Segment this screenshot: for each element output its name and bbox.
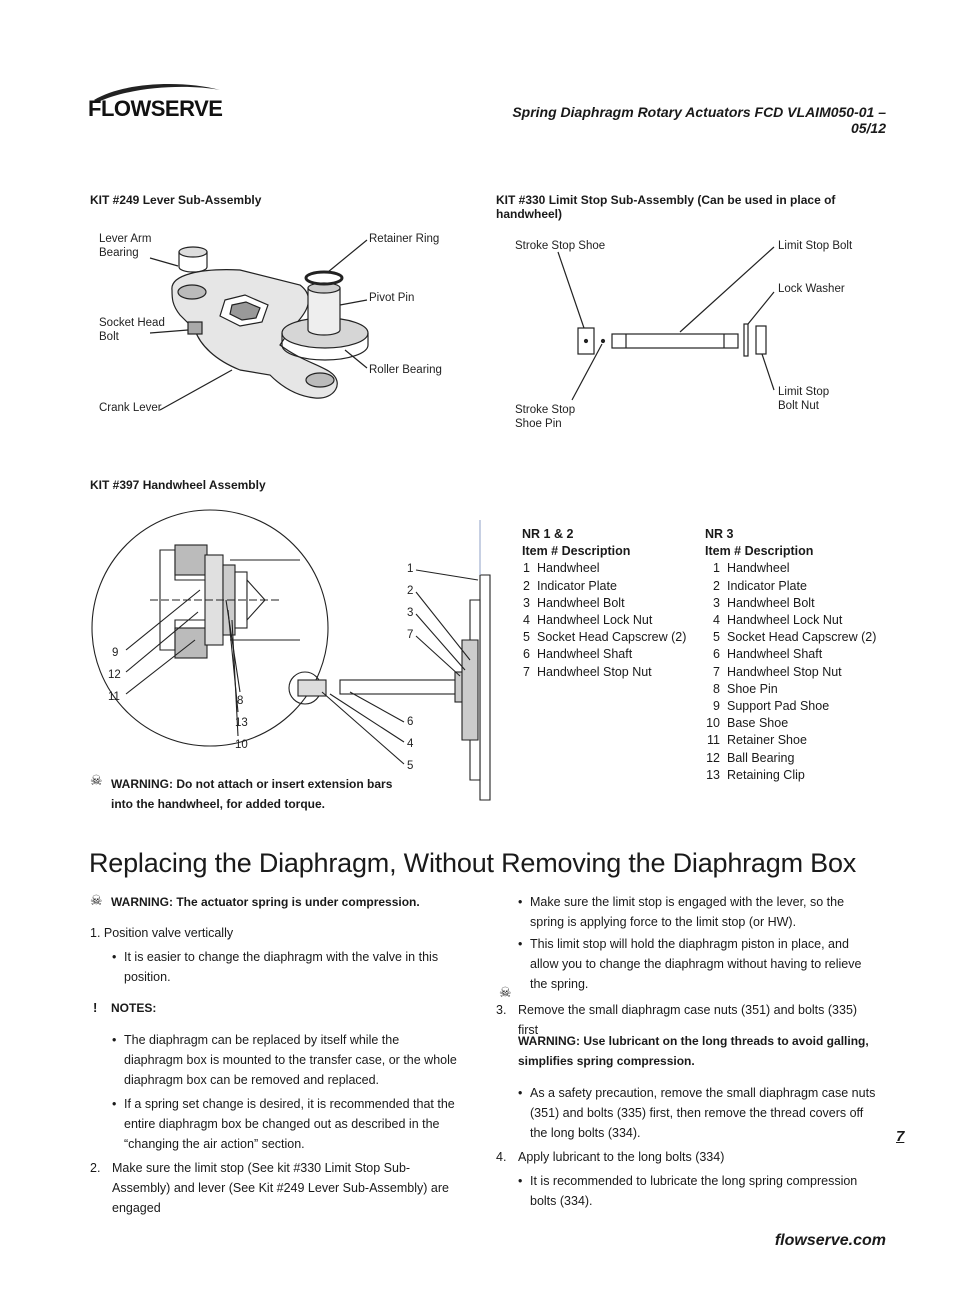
step-2 xyxy=(90,1158,465,1218)
parts-item-number: 7 xyxy=(523,664,530,679)
callout-11: 11 xyxy=(108,691,120,703)
step-3-bullets xyxy=(518,1083,880,1143)
exclamation-icon: ! xyxy=(93,1000,98,1015)
parts-item-description: Indicator Plate xyxy=(537,578,617,593)
callout-12: 12 xyxy=(108,669,121,681)
callout-9: 9 xyxy=(112,647,119,659)
label-lock-washer: Lock Washer xyxy=(778,283,845,295)
callout-13: 13 xyxy=(235,717,248,729)
parts-nr12-col-header: Item # Description xyxy=(522,544,631,559)
step-3-num: 3. xyxy=(496,1003,507,1017)
step-2-bullet: • This limit stop will hold the diaphragm piston in place, and allow you to change the diaphragm without having to relieve the spring. xyxy=(518,934,880,994)
parts-row xyxy=(522,612,686,629)
parts-item-number: 4 xyxy=(523,613,530,628)
handwheel-warning: WARNING: Do not attach or insert extension bars into the handwheel, for added torque. xyxy=(111,777,393,811)
step-2-num: 2. xyxy=(90,1161,101,1175)
parts-item-description: Handwheel Shaft xyxy=(537,647,633,662)
kit397-title: KIT #397 Handwheel Assembly xyxy=(90,478,266,492)
parts-item-number: 2 xyxy=(523,578,530,593)
parts-row xyxy=(705,578,876,595)
step-4-bullet: • It is recommended to lubricate the long spring compression bolts (334). xyxy=(518,1171,880,1211)
step-4-text: Apply lubricant to the long bolts (334) xyxy=(518,1150,725,1164)
label-lever-arm-bearing: Lever Arm Bearing xyxy=(99,233,152,259)
footer-website[interactable]: flowserve.com xyxy=(774,1232,886,1249)
parts-item-description: Handwheel Stop Nut xyxy=(537,664,652,679)
label-stroke-stop-shoe: Stroke Stop Shoe xyxy=(515,240,606,252)
parts-item-number: 3 xyxy=(523,595,530,610)
parts-item-description: Socket Head Capscrew (2) xyxy=(537,630,687,645)
parts-item-number: 10 xyxy=(706,716,720,731)
parts-item-number: 11 xyxy=(707,733,720,748)
callout-3: 3 xyxy=(407,607,414,619)
label-stroke-stop-shoe-pin: Stroke Stop Shoe Pin xyxy=(515,404,576,430)
step-2-bullets xyxy=(518,892,880,994)
parts-item-number: 4 xyxy=(713,613,720,628)
parts-row xyxy=(705,767,876,784)
parts-row xyxy=(522,646,686,663)
parts-item-description: Handwheel Lock Nut xyxy=(537,613,653,628)
parts-row xyxy=(522,664,686,681)
parts-item-description: Handwheel Lock Nut xyxy=(727,613,843,628)
parts-item-number: 8 xyxy=(713,681,720,696)
parts-row xyxy=(522,629,686,646)
parts-nr3-col-header: Item # Description xyxy=(705,544,814,559)
parts-row xyxy=(705,629,876,646)
callout-10: 10 xyxy=(235,739,248,751)
parts-row xyxy=(705,560,876,577)
parts-row xyxy=(705,595,876,612)
callout-8: 8 xyxy=(237,695,244,707)
parts-item-number: 6 xyxy=(713,647,720,662)
parts-item-description: Handwheel xyxy=(727,561,790,576)
parts-item-description: Handwheel Bolt xyxy=(727,595,815,610)
parts-row xyxy=(705,681,876,698)
notes-list xyxy=(112,1030,457,1154)
callout-7: 7 xyxy=(407,629,414,641)
logo-text: FLOWSERVE xyxy=(88,96,223,121)
step-1: 1. Position valve vertically xyxy=(90,926,234,940)
callout-1: 1 xyxy=(407,563,414,575)
parts-item-description: Base Shoe xyxy=(727,716,789,731)
parts-row xyxy=(522,578,686,595)
parts-row xyxy=(705,750,876,767)
parts-item-number: 13 xyxy=(706,767,720,782)
parts-item-number: 1 xyxy=(713,561,720,576)
label-crank-lever: Crank Lever xyxy=(99,402,162,414)
step-1-bullet: • It is easier to change the diaphragm with the valve in this position. xyxy=(112,947,457,987)
label-pivot-pin: Pivot Pin xyxy=(369,292,415,304)
parts-item-number: 3 xyxy=(713,595,720,610)
label-limit-stop-bolt: Limit Stop Bolt xyxy=(778,240,853,252)
parts-row xyxy=(705,664,876,681)
section-title: Replacing the Diaphragm, Without Removing the Diaphragm Box xyxy=(89,848,857,878)
label-socket-head-bolt: Socket Head Bolt xyxy=(99,317,165,343)
parts-nr12-heading: NR 1 & 2 xyxy=(522,527,574,541)
lubricant-warning: WARNING: Use lubricant on the long threads to avoid galling, simplifies spring compression. xyxy=(518,1034,869,1068)
parts-item-description: Handwheel Stop Nut xyxy=(727,664,842,679)
parts-item-number: 7 xyxy=(713,664,720,679)
parts-nr3-heading: NR 3 xyxy=(705,527,734,541)
step-4 xyxy=(496,1147,880,1167)
parts-item-number: 5 xyxy=(713,630,720,645)
notes-label: NOTES: xyxy=(111,1001,157,1015)
skull-icon: ☠ xyxy=(90,772,103,788)
parts-item-description: Ball Bearing xyxy=(727,750,795,765)
parts-item-number: 1 xyxy=(523,561,530,576)
step-3-text: Remove the small diaphragm case nuts (351) and bolts (335) first xyxy=(518,1003,858,1037)
parts-list-nr12 xyxy=(522,526,686,681)
parts-row xyxy=(522,560,686,577)
skull-icon: ☠ xyxy=(90,892,103,908)
parts-list-nr3 xyxy=(705,526,876,784)
parts-item-number: 2 xyxy=(713,578,720,593)
parts-row xyxy=(705,715,876,732)
step-2-text: Make sure the limit stop (See kit #330 Limit Stop Sub-Assembly) and lever (See Kit #249 Lever Sub-Assembly) are engaged xyxy=(112,1161,449,1215)
parts-item-description: Retaining Clip xyxy=(727,767,805,782)
parts-row xyxy=(705,646,876,663)
label-retainer-ring: Retainer Ring xyxy=(369,233,440,245)
callout-2: 2 xyxy=(407,585,414,597)
parts-item-number: 6 xyxy=(523,647,530,662)
parts-row xyxy=(705,732,876,749)
doc-title: Spring Diaphragm Rotary Actuators FCD VLAIM050-01 – 05/12 xyxy=(512,104,886,136)
step-4-num: 4. xyxy=(496,1150,507,1164)
parts-row xyxy=(705,698,876,715)
parts-row xyxy=(705,612,876,629)
note-item: • The diaphragm can be replaced by itself while the diaphragm box is mounted to the transfer case, or the whole diaphragm box can be removed and replaced. xyxy=(112,1030,457,1090)
callout-5: 5 xyxy=(407,760,414,772)
skull-icon: ☠ xyxy=(499,984,512,1000)
step-3-bullet: • As a safety precaution, remove the small diaphragm case nuts (351) and bolts (335) first, then remove the thread covers off the long bolts (334). xyxy=(518,1083,880,1143)
step-2-bullet: • Make sure the limit stop is engaged with the lever, so the spring is applying force to the limit stop (or HW). xyxy=(518,892,880,932)
spring-warning: WARNING: The actuator spring is under compression. xyxy=(111,895,420,909)
parts-item-description: Retainer Shoe xyxy=(727,733,807,748)
parts-item-description: Socket Head Capscrew (2) xyxy=(727,630,877,645)
parts-item-description: Handwheel xyxy=(537,561,600,576)
parts-item-description: Handwheel Shaft xyxy=(727,647,823,662)
callout-6: 6 xyxy=(407,716,414,728)
parts-item-description: Shoe Pin xyxy=(727,681,778,696)
label-limit-stop-bolt-nut: Limit Stop Bolt Nut xyxy=(778,386,830,412)
parts-item-description: Indicator Plate xyxy=(727,578,807,593)
page-number: 7 xyxy=(896,1128,905,1145)
parts-row xyxy=(522,595,686,612)
callout-4: 4 xyxy=(407,738,414,750)
label-roller-bearing: Roller Bearing xyxy=(369,364,442,376)
parts-item-number: 9 xyxy=(713,699,720,714)
parts-item-description: Support Pad Shoe xyxy=(727,699,830,714)
kit330-title: KIT #330 Limit Stop Sub-Assembly (Can be used in place of handwheel) xyxy=(496,193,836,221)
parts-item-number: 12 xyxy=(706,750,720,765)
kit249-title: KIT #249 Lever Sub-Assembly xyxy=(90,193,262,207)
parts-item-description: Handwheel Bolt xyxy=(537,595,625,610)
note-item: • If a spring set change is desired, it is recommended that the entire diaphragm box be changed out as described in the “changing the air action” section. xyxy=(112,1094,457,1154)
parts-item-number: 5 xyxy=(523,630,530,645)
step-4-bullets xyxy=(518,1171,880,1211)
step-1-bullets xyxy=(112,947,457,987)
